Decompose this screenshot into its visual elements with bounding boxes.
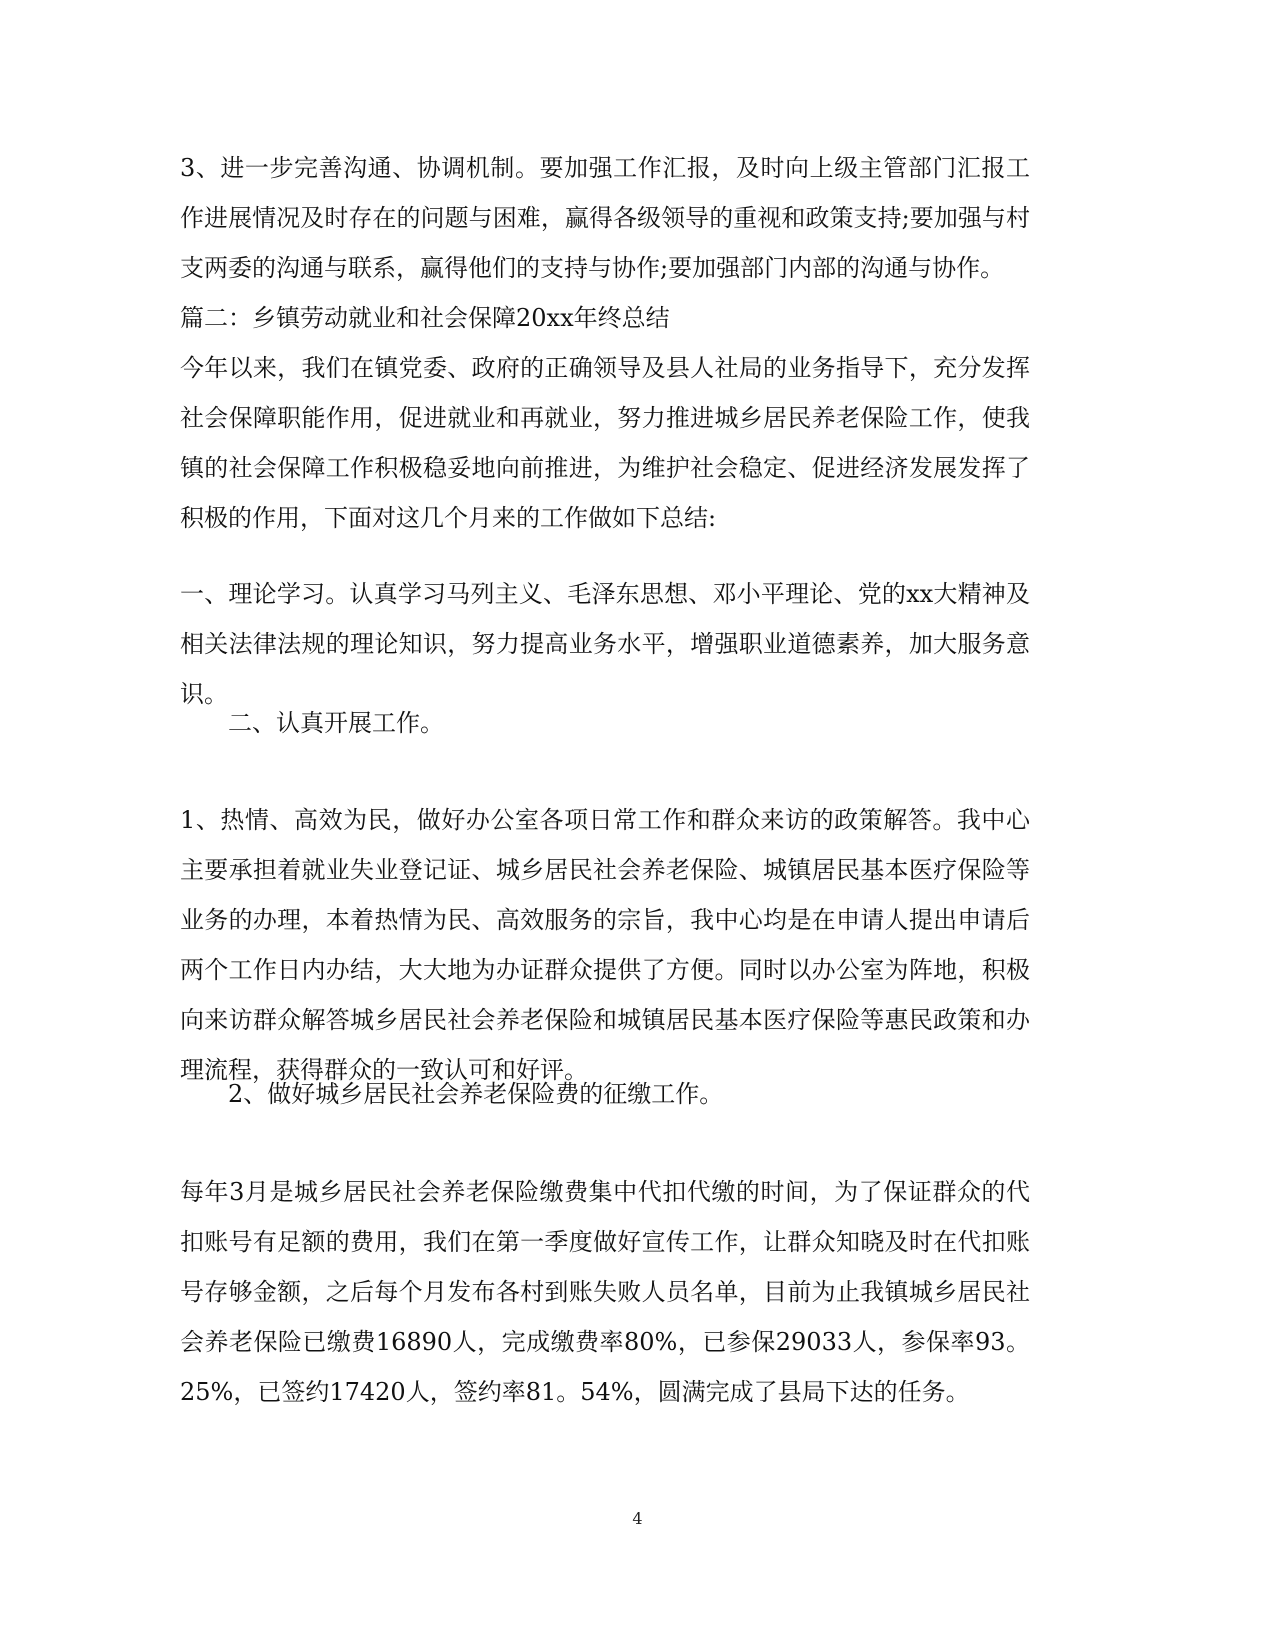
paragraph-theory-study: 一、理论学习。认真学习马列主义、毛泽东思想、邓小平理论、党的xx大精神及相关法律法规的理论知识，努力提高业务水平，增强职业道德素养，加大服务意识。 [180, 580, 1030, 708]
paragraph-office-work: 1、热情、高效为民，做好办公室各项日常工作和群众来访的政策解答。我中心主要承担着就业失业登记证、城乡居民社会养老保险、城镇居民基本医疗保险等业务的办理，本着热情为民、高效服务的宗旨，我中心均是在申请人提出申请后两个工作日内办结，大大地为办证群众提供了方便。同时以办公室为阵地，积极向来访群众解答城乡居民社会养老保险和城镇居民基本医疗保险等惠民政策和办理流程，获得群众的一致认可和好评。 [180, 806, 1030, 1084]
page-number: 4 [632, 1509, 643, 1528]
paragraph-introduction: 今年以来，我们在镇党委、政府的正确领导及县人社局的业务指导下，充分发挥社会保障职能作用，促进就业和再就业，努力推进城乡居民养老保险工作，使我镇的社会保障工作积极稳妥地向前推进，为维护社会稳定、促进经济发展发挥了积极的作用，下面对这几个月来的工作做如下总结: [180, 354, 1030, 532]
subheading-carry-out-work: 二、认真开展工作。 [228, 709, 444, 737]
subheading-pension-collection: 2、做好城乡居民社会养老保险费的征缴工作。 [228, 1080, 724, 1108]
section-heading-part-two: 篇二：乡镇劳动就业和社会保障20xx年终总结 [180, 304, 670, 332]
paragraph-communication-mechanism: 3、进一步完善沟通、协调机制。要加强工作汇报，及时向上级主管部门汇报工作进展情况及时存在的问题与困难，赢得各级领导的重视和政策支持;要加强与村支两委的沟通与联系，赢得他们的支持与协作;要加强部门内部的沟通与协作。 [180, 154, 1030, 282]
paragraph-pension-statistics: 每年3月是城乡居民社会养老保险缴费集中代扣代缴的时间，为了保证群众的代扣账号有足额的费用，我们在第一季度做好宣传工作，让群众知晓及时在代扣账号存够金额，之后每个月发布各村到账失败人员名单，目前为止我镇城乡居民社会养老保险已缴费16890人，完成缴费率80%，已参保29033人，参保率93。25%，已签约17420人，签约率81。54%，圆满完成了县局下达的任务。 [180, 1178, 1030, 1406]
